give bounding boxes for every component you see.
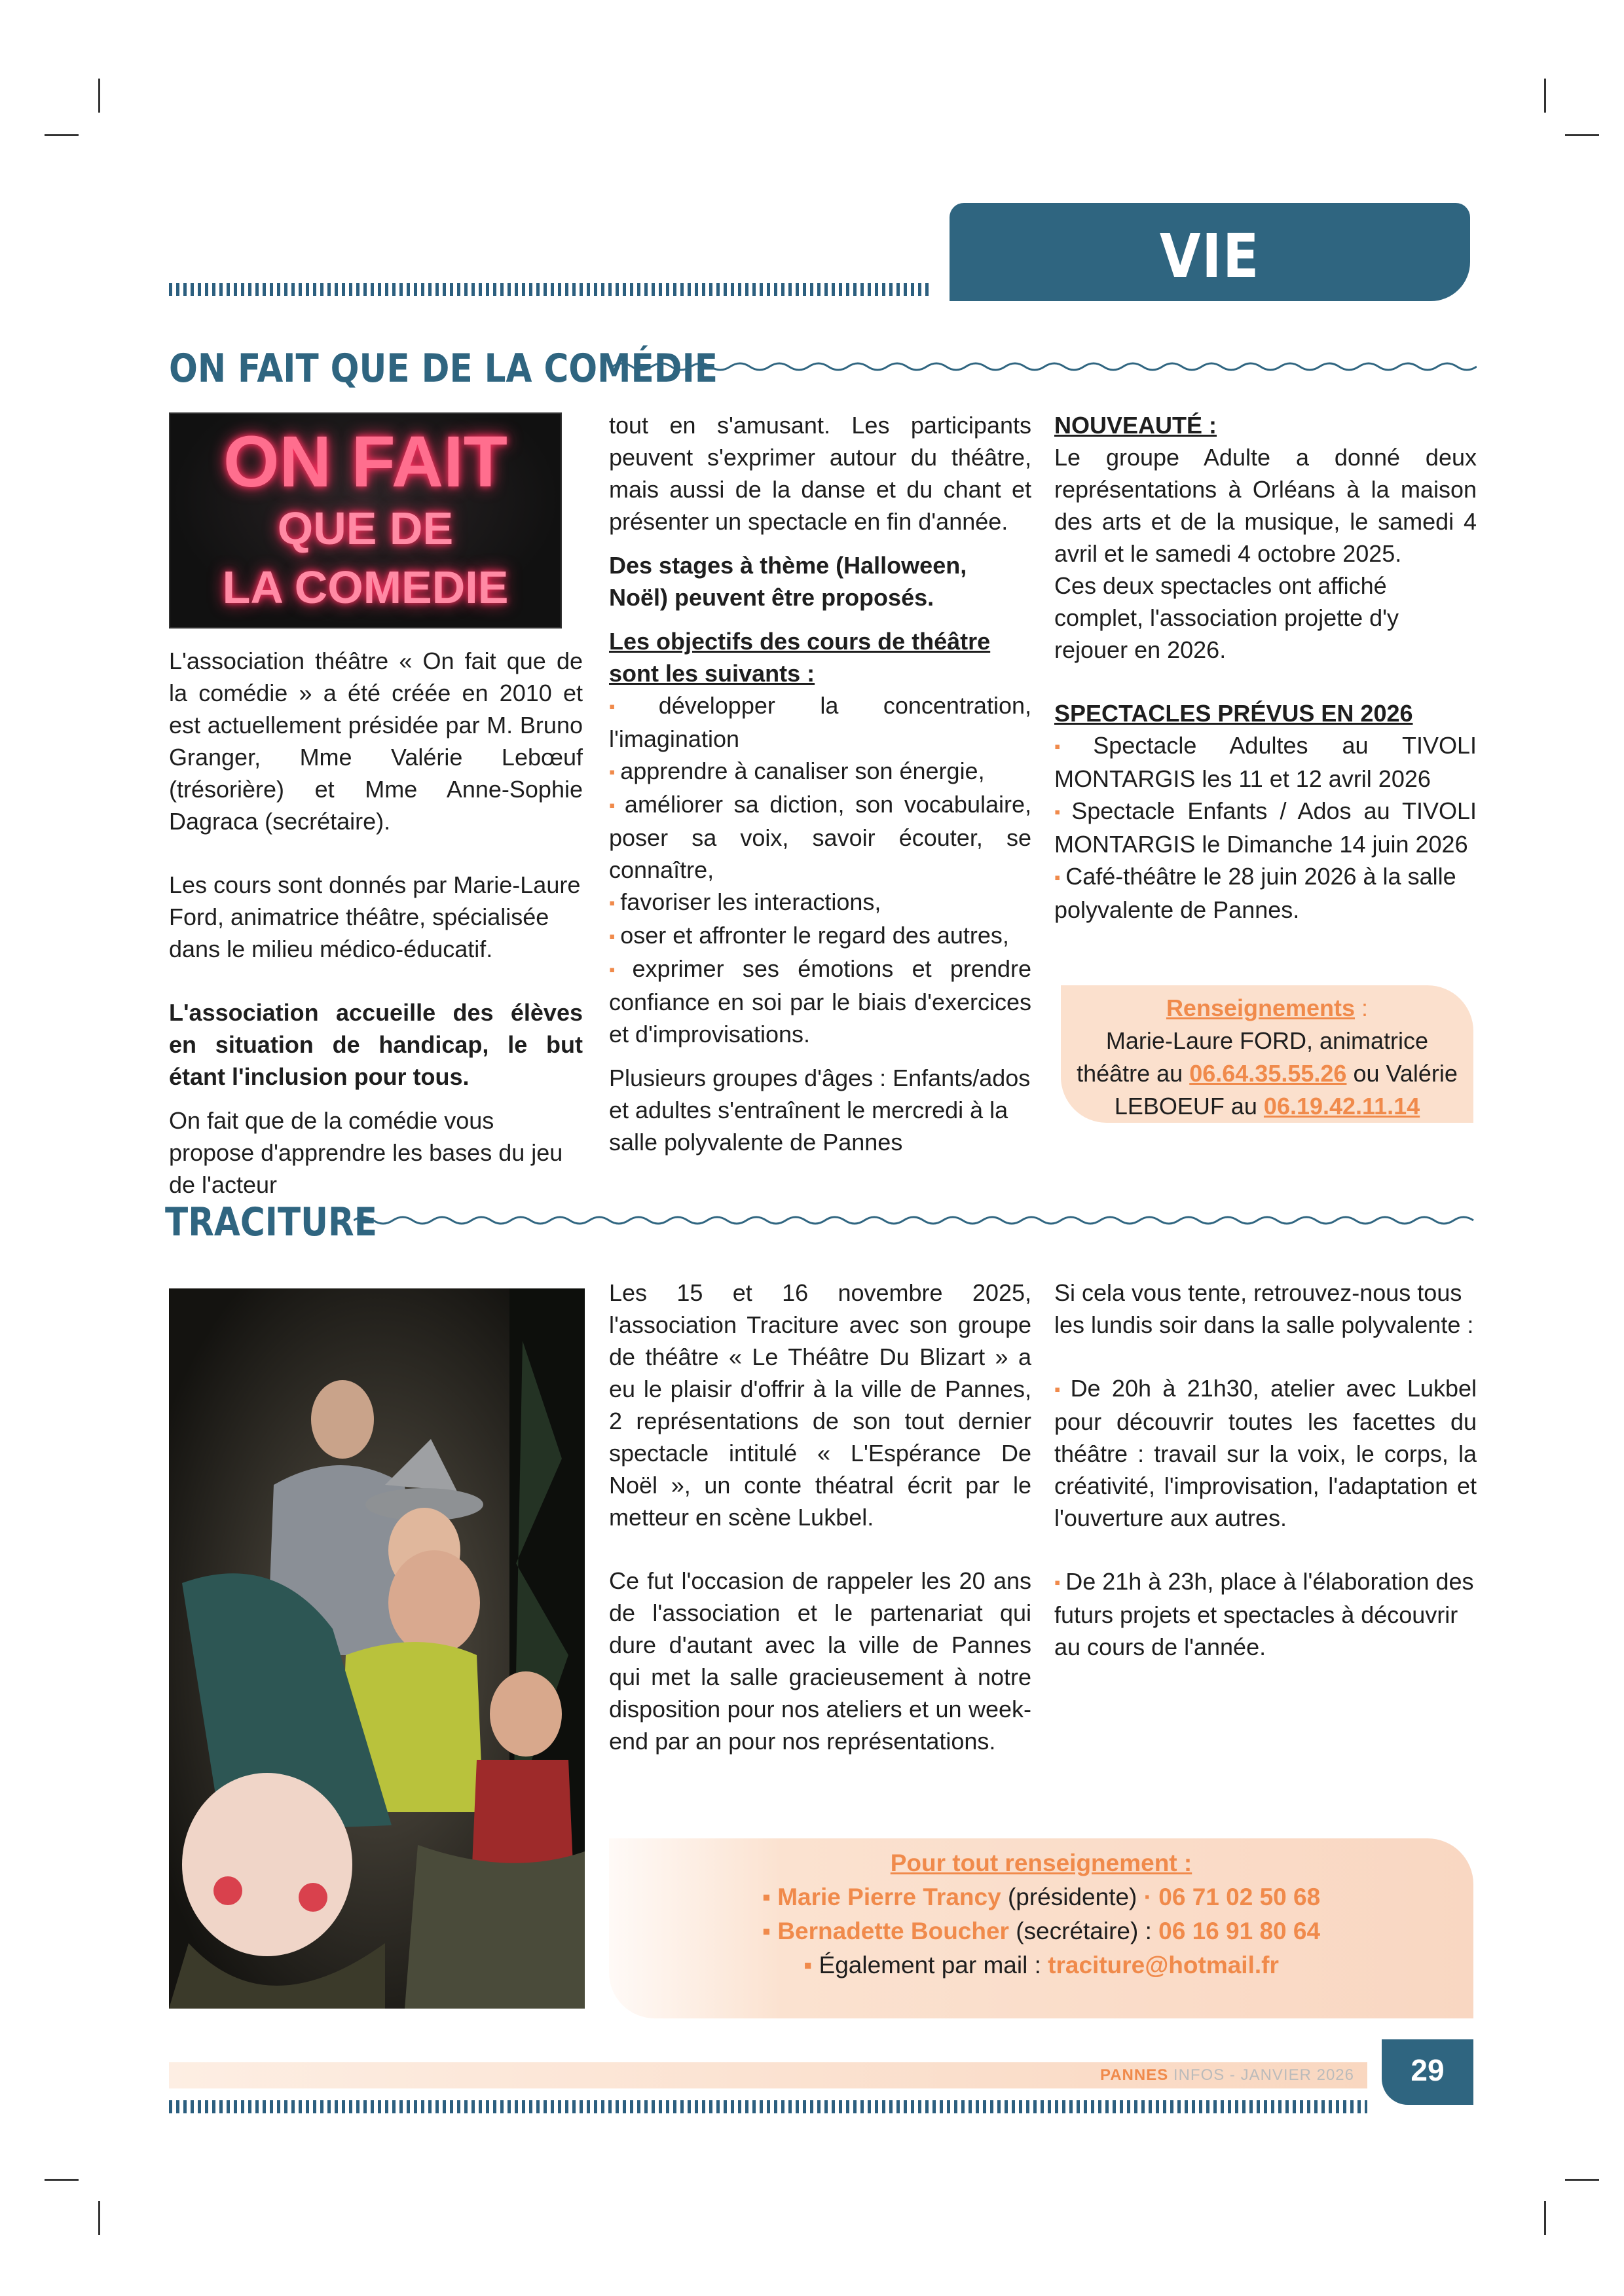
- contact-label: Pour tout renseignement :: [890, 1850, 1192, 1876]
- objective-item: ▪ améliorer sa diction, son vocabulaire, poser sa voix, savoir écouter, se connaître,: [609, 788, 1031, 886]
- crop-mark: [1565, 134, 1599, 136]
- paragraph: Si cela vous tente, retrouvez-nous tous les lundis soir dans la salle polyvalente :: [1054, 1279, 1474, 1338]
- contact-text: LEBOEUF au: [1114, 1093, 1257, 1120]
- paragraph: Ces deux spectacles ont affiché complet, l'association projette d'y rejouer en 2026.: [1054, 572, 1399, 663]
- paragraph: tout en s'amusant. Les participants peuvent s'exprimer autour du théâtre, mais aussi de la danse et du chant et présenter un spectacle en fin d'année.: [609, 412, 1031, 535]
- phone-link[interactable]: 06.64.35.55.26: [1189, 1060, 1347, 1087]
- contact-text: théâtre au: [1077, 1060, 1183, 1087]
- article2-column-2: [609, 1277, 1031, 1757]
- article2-contact-box: Pour tout renseignement : ▪ Marie Pierre Trancy (présidente) · 06 71 02 50 68 ▪ Bernadette Boucher (secrétaire) : 06 16 91 80 64 ▪ Également par mail : traciture@hotmail.fr: [609, 1838, 1473, 2018]
- objective-item: ▪ apprendre à canaliser son énergie,: [609, 755, 1031, 788]
- theatre-troupe-photo: [169, 1288, 585, 2009]
- neon-line-1: ON FAIT: [223, 422, 507, 502]
- contact-name: Marie Pierre Trancy: [777, 1884, 1001, 1910]
- paragraph: Le groupe Adulte a donné deux représentations à Orléans à la maison des arts et de la musique, le samedi 4 avril et le samedi 4 octobre 2025.: [1054, 444, 1477, 567]
- paragraph: L'association théâtre « On fait que de la comédie » a été créée en 2010 et est actuellement présidée par M. Bruno Granger, Mme Valérie Lebœuf (trésorière) et Mme Anne-Sophie Dagraca (secrétaire).: [169, 647, 583, 835]
- footer-credit: [1100, 2066, 1354, 2085]
- crop-mark: [98, 2201, 100, 2235]
- contact-text: ou Valérie: [1353, 1060, 1458, 1087]
- paragraph-bold: L'association accueille des élèves en situation de handicap, le but étant l'inclusion pour tous.: [169, 999, 583, 1090]
- footer-barcode-stripe: [169, 2100, 1367, 2113]
- article1-column-1: [169, 645, 583, 1201]
- wavy-divider: [612, 359, 1477, 374]
- objective-item: ▪ exprimer ses émotions et prendre confiance en soi par le biais d'exercices et d'improvisations.: [609, 953, 1031, 1050]
- crop-mark: [1565, 2179, 1599, 2181]
- phone-link[interactable]: 06.19.42.11.14: [1263, 1093, 1420, 1120]
- paragraph: Les cours sont donnés par Marie-Laure Ford, animatrice théâtre, spécialisée dans le milieu médico-éducatif.: [169, 871, 581, 962]
- contact-text: Également par mail :: [819, 1952, 1041, 1978]
- neon-sign-image: [169, 412, 562, 629]
- phone-link[interactable]: 06 71 02 50 68: [1158, 1884, 1321, 1910]
- paragraph: Ce fut l'occasion de rappeler les 20 ans de l'association et le partenariat qui dure d'autant avec la ville de Pannes qui met la salle gracieusement à notre disposition pour nos ateliers et un week-end par an pour nos représentations.: [609, 1567, 1031, 1755]
- contact-role: (présidente): [1007, 1884, 1137, 1910]
- contact-role: (secrétaire) :: [1016, 1918, 1152, 1944]
- article2-column-3: [1054, 1277, 1477, 1663]
- objective-item: ▪ développer la concentration, l'imagination: [609, 689, 1031, 755]
- contact-line: Marie-Laure FORD, animatrice: [1105, 1027, 1429, 1054]
- paragraph: On fait que de la comédie vous propose d'apprendre les bases du jeu de l'acteur: [169, 1107, 563, 1198]
- paragraph: Plusieurs groupes d'âges : Enfants/ados et adultes s'entraînent le mercredi à la salle polyvalente de Pannes: [609, 1065, 1031, 1156]
- news-title: NOUVEAUTÉ :: [1054, 412, 1217, 439]
- shows-title: SPECTACLES PRÉVUS EN 2026: [1054, 700, 1413, 727]
- page-number: 29: [1411, 2053, 1445, 2087]
- article1-column-2: [609, 409, 1031, 1158]
- show-item: ▪ Spectacle Enfants / Ados au TIVOLI MONTARGIS le Dimanche 14 juin 2026: [1054, 795, 1477, 860]
- page-number-tab: [1382, 2039, 1473, 2105]
- neon-line-3: LA COMEDIE: [222, 562, 509, 613]
- article1-heading: ON FAIT QUE DE LA COMÉDIE: [169, 346, 718, 392]
- footer-brand: PANNES: [1100, 2066, 1169, 2084]
- crop-mark: [45, 2179, 79, 2181]
- phone-link[interactable]: 06 16 91 80 64: [1158, 1918, 1321, 1944]
- crop-mark: [98, 79, 100, 113]
- section-title: VIE ASSOCIATIVE: [1008, 221, 1411, 361]
- show-item: ▪ Spectacle Adultes au TIVOLI MONTARGIS les 11 et 12 avril 2026: [1054, 729, 1477, 795]
- footer-band: [169, 2062, 1367, 2088]
- objective-item: ▪ oser et affronter le regard des autres,: [609, 919, 1031, 953]
- paragraph-bold: Des stages à thème (Halloween, Noël) peuvent être proposés.: [609, 552, 967, 611]
- crop-mark: [1544, 2201, 1546, 2235]
- wavy-divider: [354, 1212, 1477, 1228]
- objective-item: ▪ favoriser les interactions,: [609, 886, 1031, 919]
- article2-heading: TRACITURE: [165, 1199, 378, 1245]
- neon-line-2: QUE DE: [277, 503, 454, 554]
- crop-mark: [45, 134, 79, 136]
- schedule-item: ▪ De 21h à 23h, place à l'élaboration des futurs projets et spectacles à découvrir au cours de l'année.: [1054, 1565, 1477, 1663]
- article1-column-3: [1054, 409, 1477, 926]
- paragraph: Les 15 et 16 novembre 2025, l'association Traciture avec son groupe de théâtre « Le Théâtre Du Blizart » a eu le plaisir d'offrir à la ville de Pannes, 2 représentations de son tout dernier spectacle intitulé « L'Espérance De Noël », un conte théatral écrit par le metteur en scène Lukbel.: [609, 1279, 1031, 1531]
- header-barcode-stripe: [169, 283, 932, 296]
- show-item: ▪ Café-théâtre le 28 juin 2026 à la salle polyvalente de Pannes.: [1054, 860, 1477, 926]
- contact-label: Renseignements: [1166, 994, 1356, 1021]
- email-link[interactable]: traciture@hotmail.fr: [1048, 1952, 1279, 1978]
- objectives-title: Les objectifs des cours de théâtre sont les suivants :: [609, 628, 991, 687]
- footer-magazine: INFOS - JANVIER 2026: [1173, 2066, 1354, 2084]
- schedule-item: ▪ De 20h à 21h30, atelier avec Lukbel pour découvrir toutes les facettes du théâtre : travail sur la voix, le corps, la créativité, l'improvisation, l'adaptation et l'ouverture aux autres.: [1054, 1372, 1477, 1534]
- article1-contact-box: Renseignements : Marie-Laure FORD, animatrice théâtre au 06.64.35.55.26 ou Valérie LEBOEUF au 06.19.42.11.14: [1061, 985, 1473, 1123]
- section-title-tab: [950, 203, 1470, 361]
- crop-mark: [1544, 79, 1546, 113]
- contact-name: Bernadette Boucher: [777, 1918, 1009, 1944]
